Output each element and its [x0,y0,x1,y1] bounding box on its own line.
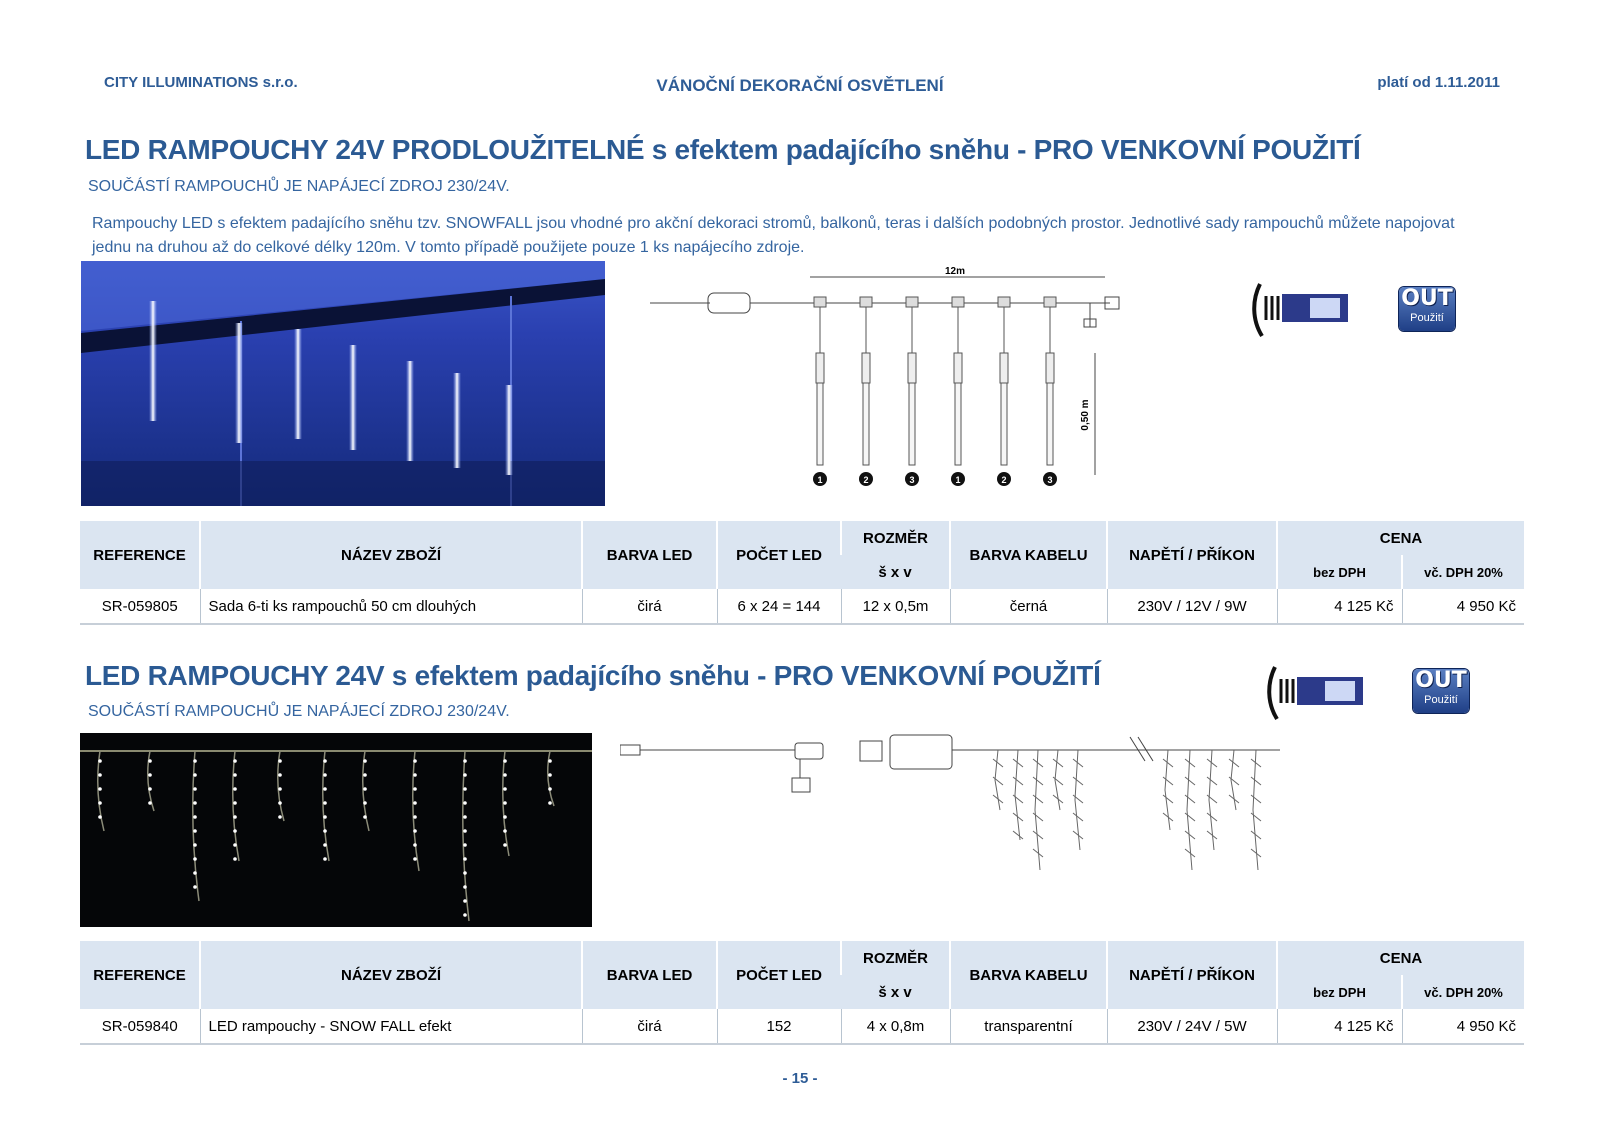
cell-cable-color: transparentní [950,1009,1107,1044]
diagram-marker-label: 2 [1001,475,1007,485]
led-light [463,871,467,875]
cell-name: LED rampouchy - SNOW FALL efekt [200,1009,582,1044]
led-light [503,815,507,819]
icicle-wiring-diagram [620,733,1285,878]
diagram-connector [860,297,872,307]
valid-from: platí od 1.11.2011 [1377,74,1500,91]
led-light [463,913,467,917]
diagram-connector [1044,297,1056,307]
diagram-led-mark [1073,759,1083,767]
led-light [98,801,102,805]
diagram-marker-label: 2 [863,475,869,485]
col-size-sub: š x v [841,555,950,589]
snowfall-wiring-diagram [650,265,1130,505]
led-light [503,829,507,833]
led-light [503,843,507,847]
diagram-led-mark [1073,795,1083,803]
outdoor-badge-subtext-2: Použití [1424,694,1458,706]
cell-led-color: čirá [582,1009,717,1044]
diagram-led-mark [1033,813,1043,821]
diagram-led-mark [1013,795,1023,803]
diagram-icicle-head [862,353,870,383]
diagram-marker-label: 3 [909,475,915,485]
col-price: CENA [1277,941,1524,975]
led-light [503,787,507,791]
diagram-icicle-head [954,353,962,383]
cell-reference: SR-059840 [101,1017,178,1035]
product-table-2 [80,941,1524,1045]
cable-roll-icon-2 [1267,663,1375,727]
led-light [233,801,237,805]
led-light [278,759,282,763]
diagram-led-mark [1033,759,1043,767]
led-light [548,759,552,763]
diagram-led-mark [1185,777,1195,785]
led-light [98,773,102,777]
col-price-ex: bez DPH [1277,975,1402,1009]
col-led-count: POČET LED [717,521,841,589]
company-name: CITY ILLUMINATIONS s.r.o. [104,74,298,91]
led-light [323,787,327,791]
cell-led-count: 6 x 24 = 144 [717,589,841,624]
led-light [463,801,467,805]
led-light [463,885,467,889]
col-size: ROZMĚR [841,521,950,555]
led-light [548,801,552,805]
catalog-title: VÁNOČNÍ DEKORAČNÍ OSVĚTLENÍ [656,76,944,95]
led-light [413,843,417,847]
led-light [463,857,467,861]
diagram-led-mark [1185,795,1195,803]
led-light [278,773,282,777]
cell-led-color: čirá [582,589,717,624]
diagram-led-mark [1163,777,1173,785]
cell-size: 12 x 0,5m [841,589,950,624]
table-row [80,589,1524,624]
led-light [363,787,367,791]
led-light [193,871,197,875]
col-reference: REFERENCE [80,521,200,589]
diagram-led-mark [1251,831,1261,839]
outdoor-badge-subtext: Použití [1410,312,1444,324]
length-label: 12m [944,266,966,277]
diagram-led-mark [1251,795,1261,803]
cell-price-ex: 4 125 Kč [1277,1009,1402,1044]
diagram-led-mark [1185,759,1195,767]
diagram-led-mark [1207,759,1217,767]
section2-subtitle: SOUČÁSTÍ RAMPOUCHŮ JE NAPÁJECÍ ZDROJ 230/24V. [88,703,510,720]
diagram-led-mark [1053,759,1063,767]
height-label: 0,50 m [1080,399,1091,431]
led-light [148,787,152,791]
icicle-lights-photo [80,733,592,927]
diagram-led-mark [993,777,1003,785]
diagram-led-mark [1073,777,1083,785]
led-light [413,857,417,861]
diagram-led-mark [1033,777,1043,785]
cell-led-count: 152 [717,1009,841,1044]
diagram-led-mark [1185,813,1195,821]
led-light [233,857,237,861]
page-number: - 15 - [782,1070,818,1087]
led-light [463,787,467,791]
outdoor-use-badge [1399,287,1455,331]
led-light [548,773,552,777]
col-price-inc: vč. DPH 20% [1402,555,1524,589]
led-light [193,801,197,805]
led-light [233,759,237,763]
cell-price-ex: 4 125 Kč [1277,589,1402,624]
led-light [193,885,197,889]
section2-title: LED RAMPOUCHY 24V s efektem padajícího sněhu - PRO VENKOVNÍ POUŽITÍ [85,660,1101,691]
led-light [193,829,197,833]
led-light [413,801,417,805]
diagram-led-mark [1185,831,1195,839]
led-light [323,857,327,861]
led-light [463,899,467,903]
led-light [323,829,327,833]
cell-price-inc: 4 950 Kč [1402,589,1524,624]
cell-voltage: 230V / 12V / 9W [1107,589,1277,624]
led-light [323,815,327,819]
col-size-sub: š x v [841,975,950,1009]
col-name: NÁZEV ZBOŽÍ [200,521,582,589]
diagram-led-mark [1163,759,1173,767]
diagram-marker-label: 1 [817,475,823,485]
diagram-led-mark [1251,777,1261,785]
led-light [233,787,237,791]
led-light [363,815,367,819]
col-price-ex: bez DPH [1277,555,1402,589]
diagram-led-mark [1073,813,1083,821]
led-light [193,843,197,847]
led-light [148,759,152,763]
diagram-icicle-head [816,353,824,383]
diagram-led-mark [1163,795,1173,803]
led-light [323,843,327,847]
diagram-led-mark [1033,795,1043,803]
diagram-connector [998,297,1010,307]
col-voltage: NAPĚTÍ / PŘÍKON [1107,521,1277,589]
cell-size: 4 x 0,8m [841,1009,950,1044]
cell-reference: SR-059805 [101,597,178,615]
led-light [193,759,197,763]
led-light [463,843,467,847]
diagram-led-mark [1013,759,1023,767]
diagram-led-mark [1207,777,1217,785]
diagram-connector [952,297,964,307]
cell-cable-color: černá [950,589,1107,624]
diagram-led-mark [1013,831,1023,839]
diagram-icicle-tube [863,383,869,465]
product-table-1 [80,521,1524,625]
col-cable-color: BARVA KABELU [950,521,1107,589]
col-voltage: NAPĚTÍ / PŘÍKON [1107,941,1277,1009]
led-light [323,759,327,763]
led-light [463,815,467,819]
led-light [363,759,367,763]
led-light [233,815,237,819]
outdoor-badge-text-2: OUT [1415,668,1467,693]
led-light [413,815,417,819]
led-light [233,829,237,833]
led-light [148,773,152,777]
cell-name: Sada 6-ti ks rampouchů 50 cm dlouhých [200,589,582,624]
led-light [193,857,197,861]
col-led-color: BARVA LED [582,941,717,1009]
led-light [233,843,237,847]
led-light [323,773,327,777]
diagram-marker-label: 1 [955,475,961,485]
col-price: CENA [1277,521,1524,555]
col-led-count: POČET LED [717,941,841,1009]
diagram-marker-label: 3 [1047,475,1053,485]
diagram-connector [906,297,918,307]
led-light [463,829,467,833]
section1-subtitle: SOUČÁSTÍ RAMPOUCHŮ JE NAPÁJECÍ ZDROJ 230/24V. [88,178,510,195]
cell-voltage: 230V / 24V / 5W [1107,1009,1277,1044]
col-cable-color: BARVA KABELU [950,941,1107,1009]
led-light [233,773,237,777]
led-light [193,787,197,791]
col-size: ROZMĚR [841,941,950,975]
diagram-led-mark [993,759,1003,767]
diagram-led-mark [1207,795,1217,803]
section1-title: LED RAMPOUCHY 24V PRODLOUŽITELNÉ s efektem padajícího sněhu - PRO VENKOVNÍ POUŽITÍ [85,134,1361,165]
diagram-icicle-tube [1001,383,1007,465]
led-light [463,773,467,777]
cable-roll-icon [1252,280,1360,344]
snowfall-icicles-photo [81,261,605,506]
diagram-led-mark [1013,777,1023,785]
diagram-connector [814,297,826,307]
led-light [548,787,552,791]
section1-description: Rampouchy LED s efektem padajícího sněhu tzv. SNOWFALL jsou vhodné pro akční dekoraci stromů, balkonů, teras i dalších podobných prostor. Jednotlivé sady rampouchů můžete napojovat jednu na druhou až do celkové délky 120m. V tomto případě použijete pouze 1 ks napájecího zdroje. [92,215,1455,256]
diagram-icicle-head [908,353,916,383]
led-light [463,759,467,763]
led-light [278,815,282,819]
led-light [98,787,102,791]
led-light [193,815,197,819]
led-light [323,801,327,805]
outdoor-use-badge-2 [1413,669,1469,713]
led-light [98,759,102,763]
col-name: NÁZEV ZBOŽÍ [200,941,582,1009]
led-light [413,829,417,833]
diagram-icicle-tube [817,383,823,465]
led-light [278,801,282,805]
outdoor-badge-text: OUT [1401,286,1453,311]
led-light [503,773,507,777]
led-light [148,801,152,805]
col-led-color: BARVA LED [582,521,717,589]
cell-price-inc: 4 950 Kč [1402,1009,1524,1044]
diagram-icicle-head [1046,353,1054,383]
diagram-icicle-head [1000,353,1008,383]
led-light [278,787,282,791]
col-price-inc: vč. DPH 20% [1402,975,1524,1009]
diagram-icicle-tube [909,383,915,465]
diagram-led-mark [1033,831,1043,839]
diagram-icicle-tube [1047,383,1053,465]
led-light [503,801,507,805]
led-light [503,759,507,763]
led-light [193,773,197,777]
led-light [98,815,102,819]
diagram-led-mark [1053,777,1063,785]
table-row [80,1009,1524,1044]
diagram-led-mark [1251,813,1261,821]
col-reference: REFERENCE [80,941,200,1009]
led-light [413,787,417,791]
diagram-led-mark [1207,813,1217,821]
led-light [413,773,417,777]
led-light [363,801,367,805]
diagram-icicle-tube [955,383,961,465]
led-light [413,759,417,763]
diagram-led-mark [1229,777,1239,785]
led-light [363,773,367,777]
diagram-led-mark [1229,759,1239,767]
diagram-led-mark [1251,759,1261,767]
